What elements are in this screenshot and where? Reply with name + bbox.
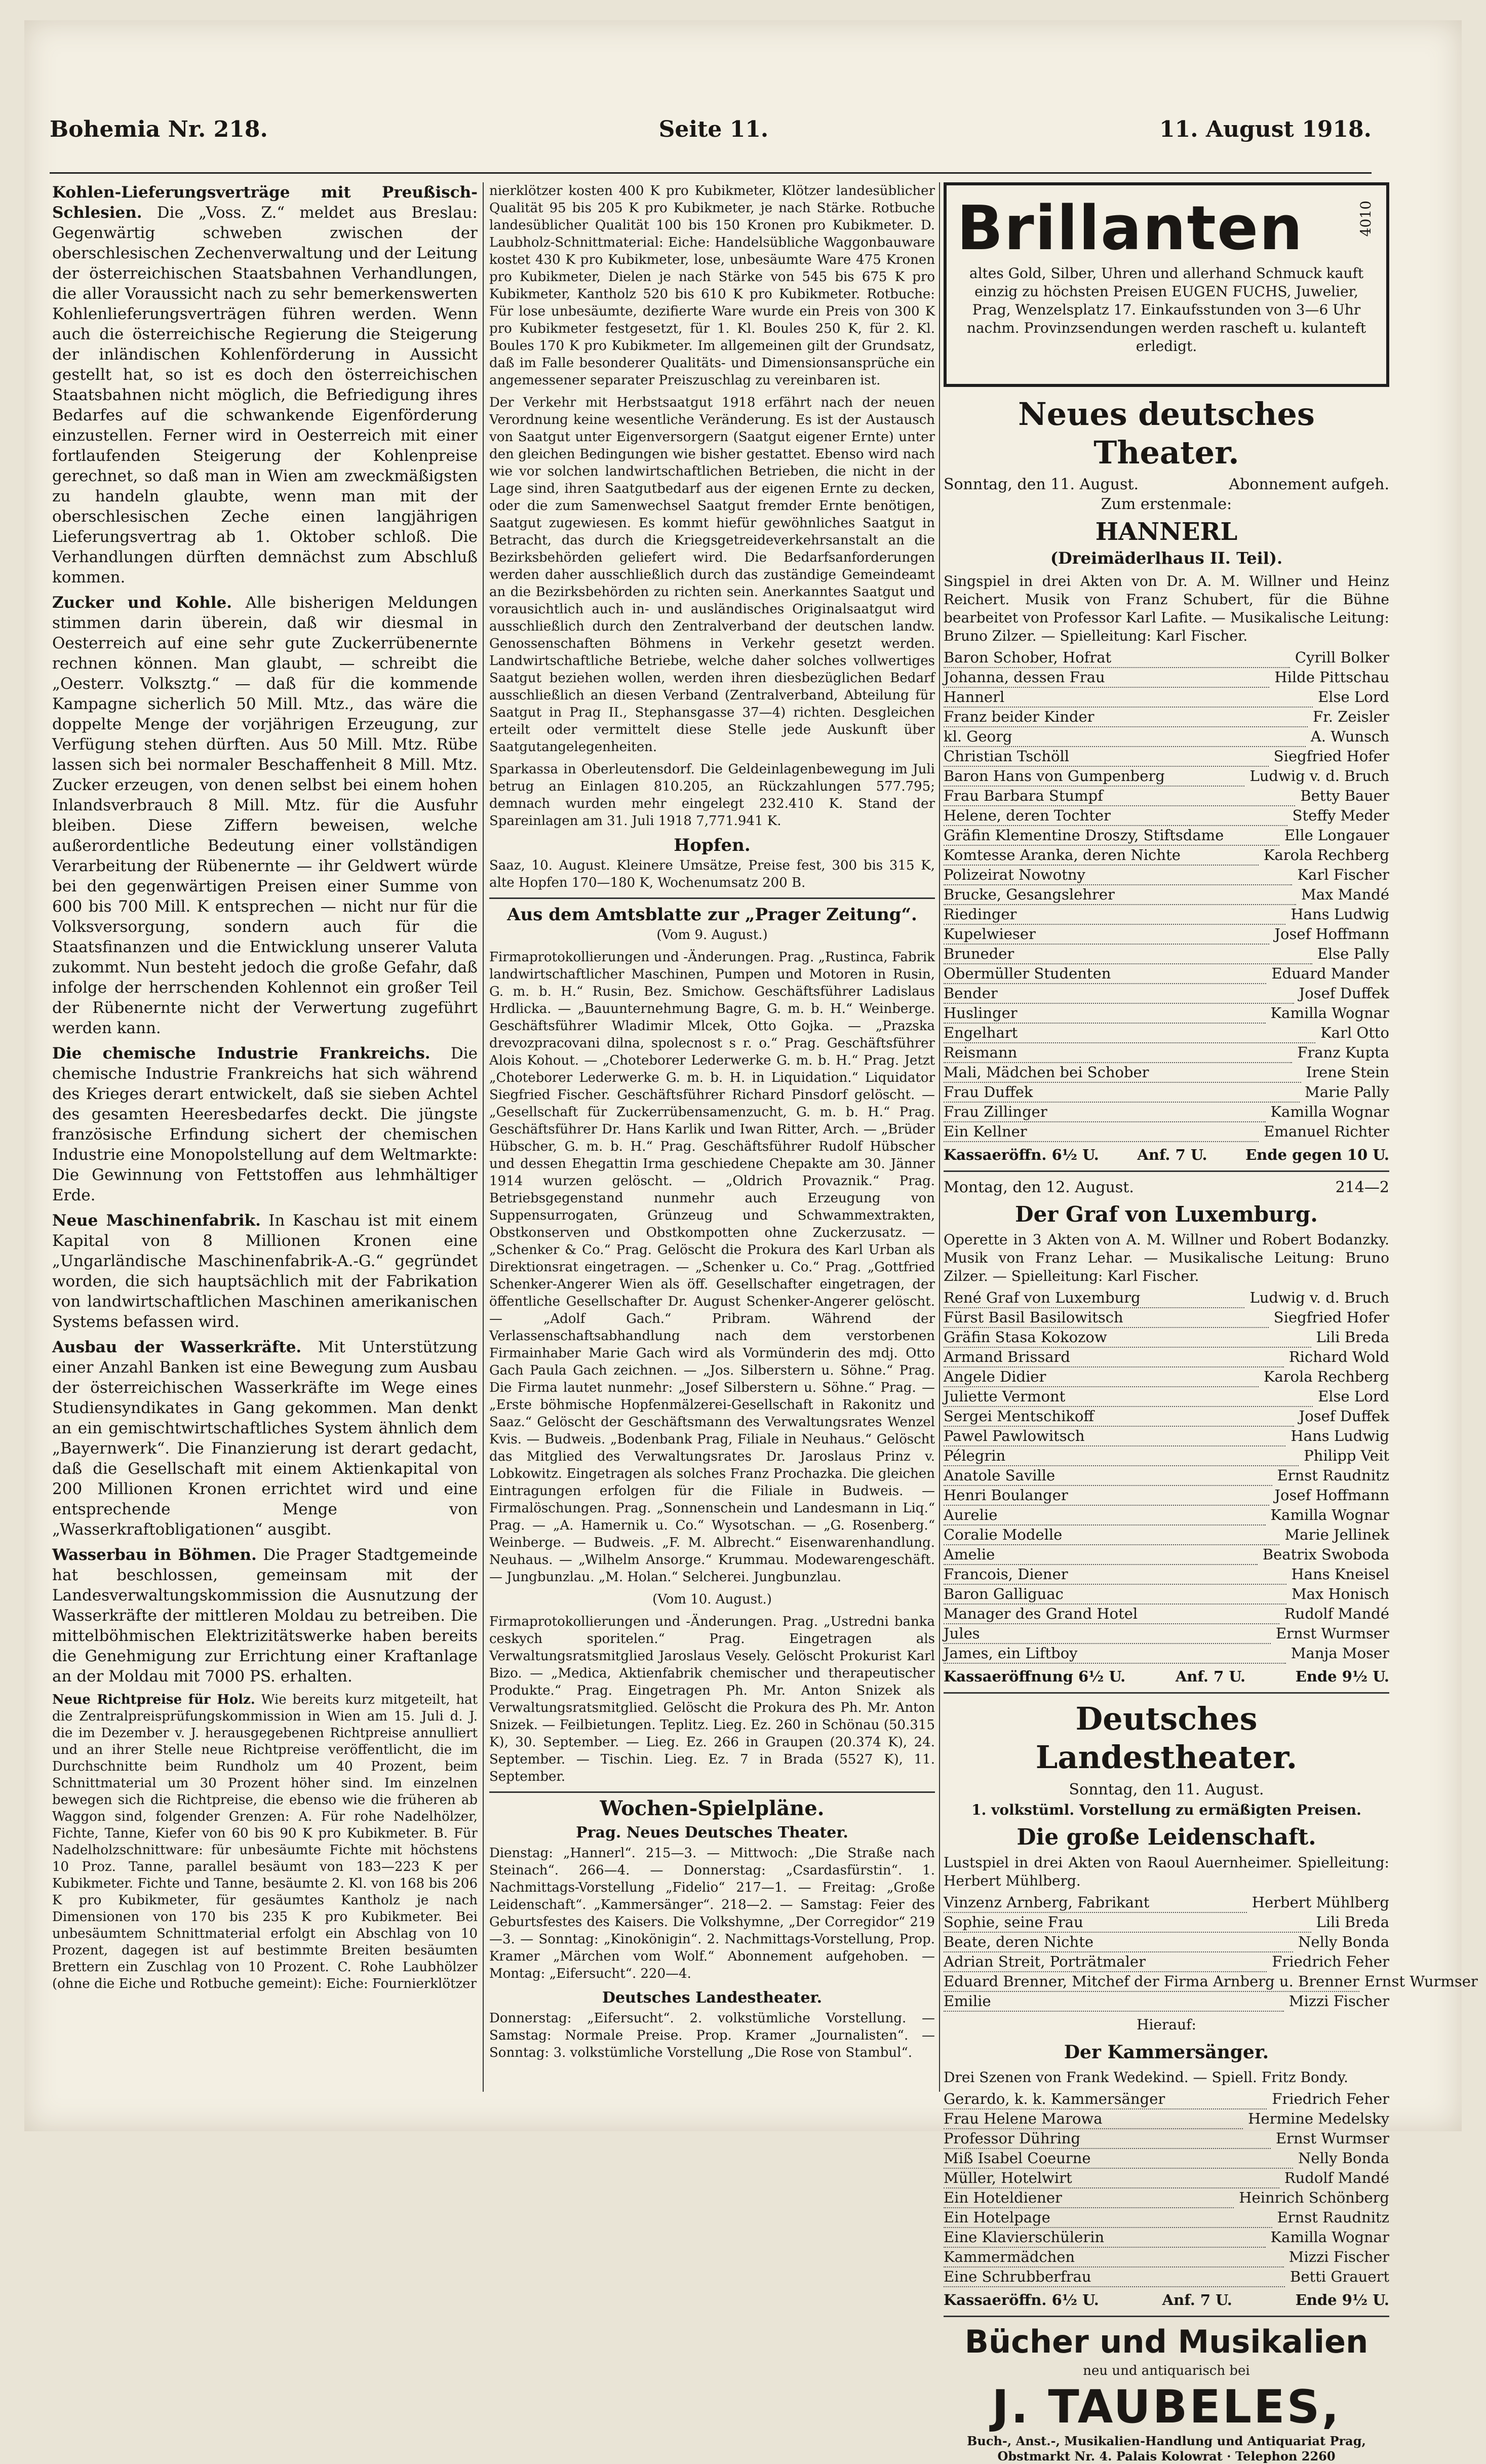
cast-actor: Else Lord (1318, 1388, 1389, 1405)
cast-row (944, 1063, 1389, 1083)
cast-list (944, 2090, 1389, 2287)
cast-list (944, 1893, 1478, 2012)
cast-actor: Josef Duffek (1299, 985, 1389, 1002)
article-text: Firmaprotokollierungen und -Änderungen. Prag. „Ustredni banka ceskych sporitelen.“ Prag. Eingetragen als Verwaltungsratsmitglied Jaroslaus Vesely. Gelöscht Prokurist Karl Bizo. — „Medica, Aktienfabrik chemischer und therapeutischer Produkte.“ Prag. Eingetragen Ph. Mr. Anton Snizek als Verwaltungsratsmitglied. Gelöscht die Prokura des Ph. Mr. Anton Snizek. — Feilbietungen. Teplitz. Lieg. Ez. 260 in Schönau (50.315 K), 30. September. — Lieg. Ez. 266 in Graupen (20.374 K), 24. September. — Tischin. Lieg. Ez. 7 in Brada (5527 K), 11. September. (489, 1614, 935, 1784)
article-text: Die Prager Stadtgemeinde hat beschlossen, gemeinsam mit der Landesverwaltungskommission die Ausnutzung der Wasserkräfte der mittleren Moldau zu betreiben. Die mittelböhmischen Elektrizitätswerke haben bereits die Genehmigung zur Errichtung einer Kraftanlage an der Moldau mit 7000 PS. erhalten. (52, 1546, 478, 1686)
cast-row (944, 2169, 1389, 2188)
cast-actor: Karl Otto (1320, 1024, 1389, 1041)
cast-actor: Karola Rechberg (1263, 846, 1389, 864)
cast-row (944, 688, 1389, 708)
cast-role: Pawel Pawlowitsch (944, 1427, 1285, 1446)
article-text: Mit Unterstützung einer Anzahl Banken ist eine Bewegung zum Ausbau der österreichischen Wasserkräfte im Wege eines Studiensyndikates in Gang gekommen. Man denkt an ein gemischtwirtschaftliches System ähnlich dem „Bayernwerk“. Die Finanzierung ist derart gedacht, daß die Gesellschaft mit einem Aktienkapital von 200 Millionen Kronen errichtet wird und eine entsprechende Menge von „Wasserkraftobligationen“ ausgibt. (52, 1338, 478, 1539)
cast-row (944, 1466, 1389, 1486)
cast-role: Polizeirat Nowotny (944, 866, 1292, 885)
cast-actor: Josef Hoffmann (1274, 925, 1389, 943)
start-time: Anf. 7 U. (1162, 2291, 1232, 2309)
cast-role: Engelhart (944, 1024, 1315, 1043)
section-rule (944, 1170, 1389, 1172)
cast-role: Bender (944, 984, 1294, 1004)
cast-actor: Kamilla Wognar (1270, 1506, 1389, 1523)
cast-role: James, ein Liftboy (944, 1644, 1286, 1664)
section-heading: Wochen-Spielpläne. (600, 1796, 825, 1820)
performance-note: 1. volkstüml. Vorstellung zu ermäßigten Preisen. (971, 1802, 1361, 1818)
cast-actor: Marie Pally (1305, 1083, 1389, 1101)
cast-role: Eine Schrubberfrau (944, 2267, 1285, 2287)
cast-role: Sophie, seine Frau (944, 1913, 1311, 1933)
performance-date: Sonntag, den 11. August. (944, 476, 1139, 493)
cast-role: Johanna, dessen Frau (944, 668, 1269, 688)
cast-row (944, 1605, 1389, 1624)
article-lead: Wasserbau in Böhmen. (52, 1546, 257, 1564)
cast-actor: Karola Rechberg (1263, 1368, 1389, 1385)
cast-row (944, 727, 1389, 747)
cast-actor: Hans Ludwig (1291, 1427, 1389, 1444)
cast-actor: Max Mandé (1301, 886, 1389, 903)
article (52, 182, 478, 588)
end-time: Ende 9½ U. (1295, 2291, 1389, 2309)
cast-role: Christian Tschöll (944, 747, 1269, 767)
cast-row (944, 866, 1389, 885)
cast-actor: Herbert Mühlberg (1252, 1894, 1389, 1911)
cast-actor: Irene Stein (1306, 1064, 1389, 1081)
cast-row (944, 1933, 1389, 1952)
cast-row (944, 1992, 1389, 2012)
newspaper-page (24, 20, 1478, 2463)
performance-date: Montag, den 12. August. (944, 1179, 1134, 1196)
cast-actor: Josef Hoffmann (1274, 1487, 1389, 1504)
advertisement-brillanten (944, 182, 1389, 387)
cast-row (944, 1024, 1389, 1043)
cast-row (944, 1545, 1389, 1565)
cast-role: Juliette Vermont (944, 1387, 1313, 1407)
cast-row (944, 1565, 1389, 1585)
cast-actor: Siegfried Hofer (1273, 748, 1389, 765)
cast-row (944, 1526, 1389, 1545)
cast-role: Ein Hoteldiener (944, 2188, 1234, 2208)
article-lead: Zucker und Kohle. (52, 594, 232, 612)
cast-role: Beate, deren Nichte (944, 1933, 1293, 1952)
cast-actor: Hans Ludwig (1291, 906, 1389, 923)
cast-role: Fürst Basil Basilowitsch (944, 1308, 1269, 1328)
theater-date-row (944, 475, 1389, 494)
cast-row (944, 1288, 1389, 1308)
article-text: Der Verkehr mit Herbstsaatgut 1918 erfährt nach der neuen Verordnung keine wesentliche Veränderung. Es ist der Austausch von Saatgut unter Eigenversorgern (Saatgut eigener Ernte) unter den gleichen Bedingungen wie bisher gestattet. Ebenso wird nach wie vor solchen landwirtschaftlichen Betrieben, die nicht in der Lage sind, ihren Saatgutbedarf aus der eigenen Ernte zu decken, oder die zum Samenwechsel Saatgut fremder Ernte benötigen, Saatgut zugewiesen. Es kommt hiefür gewöhnliches Saatgut in Betracht, das durch die Kriegsgetreideverkehrsanstalt an die Bezirksbehörden geliefert wird. Die Bedarfsanforderungen werden daher ausschließlich durch das zuständige Gemeindeamt an die Bezirksbehörden zu richten sein. Anerkanntes Saatgut und vorausichtlich auch in- und ausländisches Originalsaatgut wird ausschließlich durch den Zentralverband der deutschen landw. Genossenschaften Böhmens in Verkehr gesetzt werden. Landwirtschaftliche Betriebe, welche daher solches vollwertiges Saatgut beziehen wollen, werden ihren diesbezüglichen Bedarf ausschließlich an diesen Verband (Zentralverband, Abteilung für Saatgut in Prag II., Stephansgasse 37—4) richten. Desgleichen erteilt oder vermittelt diese Stelle jede Auskunft über Saatgutangelegenheiten. (489, 395, 935, 755)
cast-actor: Ludwig v. d. Bruch (1249, 1289, 1389, 1306)
cast-actor: Max Honisch (1291, 1585, 1389, 1602)
advertisement-taubeles (944, 2323, 1389, 2464)
cast-role: Gräfin Stasa Kokozow (944, 1328, 1311, 1348)
cast-actor: Ernst Wurmser (1275, 1625, 1389, 1642)
cast-actor: Siegfried Hofer (1273, 1309, 1389, 1326)
article-text: Sparkassa in Oberleutensdorf. Die Geldeinlagenbewegung im Juli betrug an Einlagen 810.205, an Rückzahlungen 577.795; demnach wurden mehr eingelegt 232.410 K. Stand der Spareinlagen am 31. Juli 1918 7,771.941 K. (489, 762, 935, 829)
column-notices (489, 182, 935, 2097)
cast-actor: Hans Kneisel (1291, 1566, 1389, 1583)
cast-actor: Lili Breda (1316, 1328, 1389, 1346)
start-time: Anf. 7 U. (1137, 1146, 1207, 1163)
article-lead: Die chemische Industrie Frankreichs. (52, 1044, 431, 1063)
cast-actor: Elle Longauer (1284, 827, 1389, 844)
box-office-time: Kassaeröffn. 6½ U. (944, 1146, 1099, 1163)
cast-actor: Lili Breda (1316, 1913, 1389, 1931)
cast-role: kl. Georg (944, 727, 1306, 747)
cast-role: Brucke, Gesangslehrer (944, 885, 1296, 905)
cast-role: Eine Klavierschülerin (944, 2228, 1266, 2248)
after-note: Hierauf: (1137, 2016, 1196, 2033)
ad-headline: Bücher und Musikalien (964, 2323, 1368, 2360)
section-subheading: Prag. Neues Deutsches Theater. (576, 1824, 848, 1842)
cast-row (944, 747, 1389, 767)
cast-actor: Ernst Raudnitz (1277, 1467, 1389, 1484)
cast-row (944, 1043, 1389, 1063)
cast-role: Miß Isabel Coeurne (944, 2149, 1293, 2169)
ad-number: 4010 (1357, 201, 1374, 237)
cast-role: Kammermädchen (944, 2248, 1284, 2267)
masthead (50, 106, 1372, 152)
cast-row (944, 1004, 1389, 1024)
cast-row (944, 708, 1389, 727)
performance-times (944, 2290, 1389, 2310)
end-time: Ende 9½ U. (1295, 1668, 1389, 1685)
play-description: Drei Szenen von Frank Wedekind. — Spiell. Fritz Bondy. (944, 2069, 1348, 2086)
article-lead: Ausbau der Wasserkräfte. (52, 1338, 302, 1356)
cast-row (944, 1407, 1389, 1427)
cast-row (944, 905, 1389, 925)
article-text: In Kaschau ist mit einem Kapital von 8 Millionen Kronen eine „Ungarländische Maschinenfabrik-A.-G.“ gegründet worden, die sich hauptsächlich mit der Fabrikation von landwirtschaftlichen Maschinen amerikanischen Systems befassen wird. (52, 1211, 478, 1331)
cast-row (944, 1893, 1389, 1913)
article-text: Wie bereits kurz mitgeteilt, hat die Zentralpreisprüfungskommission in Wien am 15. Juli d. J. die im Dezember v. J. herausgegebenen Richtpreise annulliert und an ihrer Stelle neue Richtpreise veröffentlicht, die im Durchschnitte beim Rundholz um 40 Prozent, beim Schnittmaterial um 30 Prozent höher sind. Im einzelnen bewegen sich die Richtpreise, die ebenso wie die früheren ab Waggon sind, folgender Grenzen: A. Für rohe Nadelhölzer, Fichte, Tanne, Kiefer von 60 bis 90 K pro Kubikmeter. B. Für Nadelholzschnittware: für unbesäumte Fichte mit höchstens 10 Proz. Tanne, parallel besäumt von 183—223 K per Kubikmeter. Fichte und Tanne, besäumte 2. Kl. von 168 bis 206 K pro Kubikmeter, für gesäumtes Kantholz je nach Dimensionen von 170 bis 235 K pro Kubikmeter. Bei unbesäumtem Schnittmaterial erfolgt ein Abschlag von 10 Prozent, dagegen ist auf bestimmte Breiten besäumten Brettern ein Zuschlag von 10 Prozent. C. Rohe Laubhölzer (ohne die Eiche und Rotbuche gemeint): Eiche: Fournierklötzer (52, 1692, 478, 1991)
article-text: Alle bisherigen Meldungen stimmen darin überein, daß wir diesmal in Oesterreich auf eine sehr gute Zuckerrübenernte rechnen können. Man glaubt, — schreibt die „Oesterr. Volksztg.“ — daß für die kommende Kampagne sicherlich 50 Mill. Mtz., das wäre die doppelte Menge der vorjährigen Erzeugung, zur Verfügung stehen dürften. Aus 50 Mill. Mtz. Rübe lassen sich bei normaler Beschaffenheit 8 Mill. Mtz. Zucker erzeugen, von denen selbst bei einem hohen Inlandsverbrauch 8 Mill. Mtz. für die Ausfuhr bleiben. Diese Ziffern beweisen, welche außerordentliche Bedeutung einer vollständigen Verarbeitung der Rübenernte — ihr Geldwert würde bei den gegenwärtigen Preisen einer Summe von 600 bis 700 Mill. K entsprechen — nicht nur für die Volksversorgung, sondern auch für die Staatsfinanzen und die Entwicklung unserer Valuta zukommt. Nun besteht jedoch die große Gefahr, daß infolge der herrschenden Kohlennot ein großer Teil der Rübenernte nicht der Verwertung zugeführt werden kann. (52, 594, 478, 1037)
cast-actor: Beatrix Swoboda (1262, 1546, 1389, 1563)
cast-role: Francois, Diener (944, 1565, 1286, 1585)
cast-row (944, 2228, 1389, 2248)
column-rule (483, 182, 484, 2092)
cast-actor: A. Wunsch (1310, 728, 1389, 745)
cast-actor: Kamilla Wognar (1270, 2228, 1389, 2246)
cast-role: Professor Dühring (944, 2129, 1271, 2149)
play-subtitle: (Dreimäderlhaus II. Teil). (1050, 549, 1283, 568)
masthead-rule (50, 172, 1372, 174)
cast-role: Baron Hans von Gumpenberg (944, 767, 1244, 787)
cast-actor: Ludwig v. d. Bruch (1249, 767, 1389, 785)
cast-actor: Rudolf Mandé (1284, 1605, 1389, 1622)
play-title: Der Kammersänger. (1064, 2042, 1269, 2063)
cast-actor: Betti Grauert (1290, 2268, 1389, 2285)
cast-role: Baron Schober, Hofrat (944, 648, 1290, 668)
cast-row (944, 846, 1389, 866)
article (52, 1043, 478, 1205)
premiere-note: Zum erstenmale: (1101, 495, 1232, 513)
cast-role: Anatole Saville (944, 1466, 1272, 1486)
cast-actor: Franz Kupta (1297, 1044, 1389, 1061)
section-heading: Hopfen. (674, 835, 751, 855)
article-text: Dienstag: „Hannerl“. 215—3. — Mittwoch: „Die Straße nach Steinach“. 266—4. — Donnerstag: „Csardasfürstin“. 1. Nachmittags-Vorstellung „Fidelio“ 217—1. — Freitag: „Große Leidenschaft“. „Kammersänger“. 218—2. — Samstag: Feier des Geburtsfestes des Kaisers. Die Volkshymne, „Der Corregidor“ 219—3. — Sonntag: „Kinokönigin“. 2. Nachmittags-Vorstellung, Prop. Kramer „Märchen vom Wolf.“ Abonnement aufgehoben. — Montag: „Eifersucht“. 220—4. (489, 1846, 935, 1981)
article (52, 1692, 478, 1992)
cast-actor: Ernst Wurmser (1275, 2130, 1389, 2147)
cast-row (944, 1427, 1389, 1446)
column-rule (939, 182, 940, 2092)
article (52, 593, 478, 1038)
theater-title: Deutsches Landestheater. (1035, 1700, 1298, 1776)
cast-actor: Heinrich Schönberg (1239, 2189, 1389, 2206)
article-text: Firmaprotokollierungen und -Änderungen. Prag. „Rustinca, Fabrik landwirtschaftlicher Maschinen, Pumpen und Motoren in Rusin, G. m. b. H.“ Rusin, Bez. Smichow. Geschäftsführer Ladislaus Hrdlicka. — „Bauunternehmung Bagre, G. m. b. H.“ Weinberge. Geschäftsführer Wladimir Mlcek, Otto Gojka. — „Prazska drevozpracovani dilna, spolecnost s r. o.“ Prag. Geschäftsführer Alois Kohout. — „Choteborer Lederwerke G. m. b. H.“ Prag. Jetzt „Choteborer Lederwerke G. m. b. H. in Liquidation.“ Liquidator Siegfried Fischer. Geschäftsführer Richard Pinsdorf gelöscht. — „Gesellschaft für Zuckerrübensamenzucht, G. m. b. H.“ Prag. Geschäftsführer Dr. Hans Karlik und Iwan Ritter, Arch. — „Brüder Hübscher, G. m. b. H.“ Prag. Geschäftsführer Rudolf Hübscher und dessen Ehegattin Irma geschiedene Chepakte am 30. Jänner 1914 wurzen gelöscht. — „Oldrich Provaznik.“ Prag. Betriebsgegenstand nunmehr auch Erzeugung von Suppensurrogaten, Grünzeug und Schwammextrakten, Obstkonserven und Obstkompotten ohne Zuckerzusatz. — „Schenker & Co.“ Prag. Gelöscht die Prokura des Karl Urban als Direktionsrat eingetragen. — „Schenker u. Co.“ Prag. „Gottfried Schenker-Angerer Wien als öff. Gesellschafter eingetragen, der öffentliche Gesellschafter Dr. August Schenker-Angerer gelöscht. — „Adolf Gach.“ Pribram. Während der Verlassenschaftsabhandlung nach dem verstorbenen Firmainhaber Marie Gach wird als Vormünderin des mdj. Otto Gach Paula Gach zeichnen. — „Jos. Silberstern u. Söhne.“ Prag. Die Firma lautet nunmehr: „Josef Silberstern u. Söhne.“ Prag. — „Erste böhmische Hopfenmälzerei-Gesellschaft in Rakonitz und Saaz.“ Gelöscht der Geschäftsmann des Verwaltungsrates Wenzel Kvis. — Budweis. „Bodenbank Prag, Filiale in Neuhaus.“ Gelöscht das Mitglied des Verwaltungsrates Dr. Jaroslaus Prinz v. Lobkowitz. Eingetragen als solches Franz Prochazka. Die gleichen Eintragungen erfolgen für die Filiale in Budweis. — Firmalöschungen. Prag. „Sonnenschein und Landesmann in Liq.“ Prag. — „A. Hamernik u. Co.“ Wysotschan. — „G. Rosenberg.“ Weinberge. — Budweis. „F. M. Albrecht.“ Eisenwarenhandlung. Neuhaus. — „Wilhelm Ansorge.“ Krummau. Modewarengeschäft. — Jungbunzlau. „M. Holan.“ Selcherei. Jungbunzlau. (489, 950, 935, 1585)
column-theater (944, 182, 1478, 2463)
cast-actor: Cyrill Bolker (1295, 649, 1389, 666)
cast-actor: Emanuel Richter (1264, 1123, 1389, 1140)
cast-row (944, 1486, 1389, 1506)
cast-list (944, 648, 1389, 1142)
section-subheading: (Vom 10. August.) (652, 1592, 772, 1607)
article-text: Donnerstag: „Eifersucht“. 2. volkstümliche Vorstellung. — Samstag: Normale Preise. Prop. Kramer „Journalisten“. — Sonntag: 3. volkstümliche Vorstellung „Die Rose von Stambul“. (489, 2011, 935, 2060)
article-lead: Kohlen-Lieferungsverträge mit Preußisch-Schlesien. (52, 183, 478, 222)
performance-number: 214—2 (1335, 1179, 1389, 1196)
cast-actor: Betty Bauer (1300, 787, 1389, 804)
cast-role: Amelie (944, 1545, 1258, 1565)
cast-role: Emilie (944, 1992, 1284, 2012)
cast-row (944, 787, 1389, 806)
cast-actor: Nelly Bonda (1298, 1933, 1389, 1950)
article-text: Saaz, 10. August. Kleinere Umsätze, Preise fest, 300 bis 315 K, alte Hopfen 170—180 K, Wochenumsatz 200 B. (489, 858, 935, 890)
cast-role: Eduard Brenner, Mitchef der Firma Arnberg u. Brenner (944, 1972, 1359, 1992)
cast-row (944, 1103, 1389, 1122)
article (52, 1210, 478, 1332)
cast-row (944, 945, 1389, 964)
cast-role: Frau Helene Marowa (944, 2109, 1243, 2129)
ad-address: Buch-, Anst.-, Musikalien-Handlung und Antiquariat Prag, Obstmarkt Nr. 4. Palais Kolowrat · Telephon 2260 (967, 2434, 1366, 2463)
cast-row (944, 885, 1389, 905)
cast-role: Mali, Mädchen bei Schober (944, 1063, 1301, 1083)
cast-row (944, 2090, 1389, 2109)
section-rule (944, 1692, 1389, 1694)
cast-actor: Mizzi Fischer (1288, 2248, 1389, 2265)
cast-row (944, 984, 1389, 1004)
cast-row (944, 1308, 1389, 1328)
cast-actor: Hilde Pittschau (1274, 669, 1389, 686)
cast-role: Sergei Mentschikoff (944, 1407, 1294, 1427)
cast-actor: Friedrich Feher (1272, 1953, 1389, 1970)
section-rule (489, 897, 935, 899)
cast-actor: Mizzi Fischer (1288, 1992, 1389, 2010)
performance-date: Sonntag, den 11. August. (1069, 1781, 1264, 1798)
play-title: HANNERL (1095, 518, 1238, 546)
performance-times (944, 1667, 1389, 1686)
cast-row (944, 767, 1389, 787)
cast-role: Reismann (944, 1043, 1292, 1063)
cast-role: Vinzenz Arnberg, Fabrikant (944, 1893, 1247, 1913)
cast-actor: Hermine Medelsky (1248, 2110, 1389, 2127)
cast-role: Gerardo, k. k. Kammersänger (944, 2090, 1267, 2109)
cast-role: Armand Brissard (944, 1348, 1284, 1367)
play-description: Singspiel in drei Akten von Dr. A. M. Willner und Heinz Reichert. Musik von Franz Schubert, für die Bühne bearbeitet von Professor Karl Lafite. — Musikalische Leitung: Bruno Zilzer. — Spielleitung: Karl Fischer. (944, 573, 1389, 644)
cast-row (944, 925, 1389, 945)
ad-text: altes Gold, Silber, Uhren und allerhand Schmuck kauft einzig zu höchsten Preisen EUGEN FUCHS, Juwelier, Prag, Wenzelsplatz 17. Einkaufsstunden von 3—6 Uhr nachm. Provinzsendungen werden rascheft u. kulanteft erledigt. (966, 265, 1366, 355)
cast-actor: Else Pally (1317, 945, 1389, 962)
cast-row (944, 1348, 1389, 1367)
cast-role: Frau Zillinger (944, 1103, 1266, 1122)
cast-row (944, 1446, 1389, 1466)
cast-row (944, 1387, 1389, 1407)
subscription-note: Abonnement aufgeh. (1229, 476, 1389, 493)
cast-role: Manager des Grand Hotel (944, 1605, 1279, 1624)
play-title: Der Graf von Luxemburg. (1015, 1202, 1318, 1227)
cast-row (944, 1585, 1389, 1605)
theater-title: Neues deutsches Theater. (1018, 396, 1315, 471)
cast-role: René Graf von Luxemburg (944, 1288, 1244, 1308)
cast-role: Jules (944, 1624, 1271, 1644)
cast-row (944, 2267, 1389, 2287)
ad-headline: Brillanten (957, 193, 1304, 264)
article-text: nierklötzer kosten 400 K pro Kubikmeter, Klötzer landesüblicher Qualität 95 bis 205 K pro Kubikmeter, je nach Stärke. Rotbuche landesüblicher Qualität 100 bis 150 Kronen pro Kubikmeter. D. Laubholz-Schnittmaterial: Eiche: Handelsübliche Waggonbauware kostet 430 K pro Kubikmeter, lose, unbesäumte Ware 475 Kronen pro Kubikmeter, Dielen je nach Stärke von 545 bis 675 K pro Kubikmeter, Kantholz 520 bis 610 K pro Kubikmeter. Rotbuche: Für lose unbesäumte, dezifierte Ware wurde ein Preis von 300 K pro Kubikmeter festgesetzt, für 1. Kl. Boules 250 K, für 2. Kl. Boules 170 K pro Kubikmeter. Im allgemeinen gilt der Grundsatz, daß im Falle besonderer Qualitäts- und Dimensionsansprüche ein angemessener separater Preiszuschlag zu vereinbaren ist. (489, 183, 935, 388)
ad-company: J. TAUBELES, (992, 2380, 1341, 2434)
box-office-time: Kassaeröffn. 6½ U. (944, 2291, 1099, 2309)
column-economy (52, 182, 478, 2097)
cast-role: Müller, Hotelwirt (944, 2169, 1279, 2188)
cast-role: Aurelie (944, 1506, 1266, 1526)
end-time: Ende gegen 10 U. (1245, 1146, 1389, 1163)
cast-row (944, 1972, 1478, 1992)
cast-row (944, 668, 1389, 688)
cast-actor: Marie Jellinek (1284, 1526, 1389, 1543)
cast-row (944, 1122, 1389, 1142)
article-text: Die „Voss. Z.“ meldet aus Breslau: Gegenwärtig schweben zwischen der oberschlesischen Zechenverwaltung und der Leitung der österreichischen Staatsbahnen Verhandlungen, die aller Voraussicht nach zu sehr bemerkenswerten Kohlenlieferungsverträgen führen werden. Wenn auch die österreichische Regierung die Steigerung der inländischen Kohlenförderung in Aussicht gestellt hat, so ist es doch den österreichischen Staatsbahnen nicht möglich, die Befriedigung ihres Bedarfes auf die schwankende Eigenförderung einzustellen. Ferner wird in Oesterreich mit einer fortlaufenden Steigerung der Kohlenpreise gerechnet, so daß man in Wien am zweckmäßigsten zu handeln glaubte, wenn man mit der oberschlesischen Zeche einen langjährigen Lieferungsvertrag ab 1. Oktober schloß. Die Verhandlungen dürften demnächst zum Abschluß kommen. (52, 204, 478, 586)
cast-actor: Ernst Raudnitz (1277, 2209, 1389, 2226)
cast-role: Huslinger (944, 1004, 1266, 1024)
cast-role: Franz beider Kinder (944, 708, 1308, 727)
masthead-issue: Bohemia Nr. 218. (50, 116, 268, 142)
cast-row (944, 2208, 1389, 2228)
cast-row (944, 648, 1389, 668)
cast-role: Obermüller Studenten (944, 964, 1266, 984)
play-description: Lustspiel in drei Akten von Raoul Auernheimer. Spielleitung: Herbert Mühlberg. (944, 1854, 1389, 1889)
cast-row (944, 1644, 1389, 1664)
cast-list (944, 1288, 1389, 1664)
section-subheading: (Vom 9. August.) (656, 927, 768, 943)
cast-role: Angele Didier (944, 1367, 1259, 1387)
article-text: Die chemische Industrie Frankreichs hat sich während des Krieges derart entwickelt, daß sie sieben Achtel des gesamten Heeresbedarfes deckt. Die jüngste französische Erfindung sichert der chemischen Industrie eine Monopolstellung auf dem Weltmarkte: Die Gewinnung von Fettstoffen aus lehmhältiger Erde. (52, 1044, 478, 1204)
cast-actor: Manja Moser (1291, 1645, 1389, 1662)
cast-actor: Josef Duffek (1299, 1407, 1389, 1425)
section-rule (489, 1791, 935, 1793)
cast-actor: Nelly Bonda (1298, 2149, 1389, 2167)
cast-row (944, 1624, 1389, 1644)
cast-actor: Ernst Wurmser (1364, 1973, 1478, 1990)
cast-role: Pélegrin (944, 1446, 1299, 1466)
cast-role: Kupelwieser (944, 925, 1269, 945)
theater-date-row (944, 1178, 1389, 1197)
cast-row (944, 2109, 1389, 2129)
start-time: Anf. 7 U. (1175, 1668, 1246, 1685)
cast-row (944, 1913, 1389, 1933)
cast-row (944, 826, 1389, 846)
cast-role: Bruneder (944, 945, 1312, 964)
cast-actor: Kamilla Wognar (1270, 1103, 1389, 1120)
article (52, 1337, 478, 1540)
box-office-time: Kassaeröffnung 6½ U. (944, 1668, 1126, 1685)
article (52, 1545, 478, 1687)
cast-role: Ein Kellner (944, 1122, 1259, 1142)
section-heading: Aus dem Amtsblatte zur „Prager Zeitung“. (507, 905, 917, 925)
cast-role: Helene, deren Tochter (944, 806, 1287, 826)
cast-role: Adrian Streit, Porträtmaler (944, 1952, 1267, 1972)
cast-row (944, 964, 1389, 984)
cast-actor: Eduard Mander (1271, 965, 1389, 982)
section-subheading: Deutsches Landestheater. (602, 1989, 823, 2007)
cast-actor: Philipp Veit (1304, 1447, 1389, 1464)
cast-role: Ein Hotelpage (944, 2208, 1272, 2228)
masthead-date: 11. August 1918. (1159, 116, 1372, 142)
cast-row (944, 2248, 1389, 2267)
cast-actor: Else Lord (1318, 688, 1389, 706)
cast-row (944, 2149, 1389, 2169)
cast-actor: Richard Wold (1288, 1348, 1389, 1365)
cast-row (944, 1952, 1389, 1972)
cast-role: Gräfin Klementine Droszy, Stiftsdame (944, 826, 1279, 846)
section-rule (944, 2316, 1389, 2317)
cast-role: Riedinger (944, 905, 1285, 925)
cast-role: Coralie Modelle (944, 1526, 1279, 1545)
cast-row (944, 2129, 1389, 2149)
masthead-page: Seite 11. (658, 116, 769, 142)
cast-role: Komtesse Aranka, deren Nichte (944, 846, 1259, 866)
cast-row (944, 1083, 1389, 1103)
cast-actor: Rudolf Mandé (1284, 2169, 1389, 2186)
cast-actor: Friedrich Feher (1272, 2090, 1389, 2107)
cast-actor: Karl Fischer (1297, 866, 1389, 883)
cast-row (944, 1367, 1389, 1387)
article-lead: Neue Richtpreise für Holz. (52, 1692, 255, 1707)
play-title: Die große Leidenschaft. (1016, 1824, 1316, 1850)
play-description: Operette in 3 Akten von A. M. Willner und Robert Bodanzky. Musik von Franz Lehar. — Musikalische Leitung: Bruno Zilzer. — Spielleitung: Karl Fischer. (944, 1231, 1389, 1284)
cast-role: Baron Galliguac (944, 1585, 1286, 1605)
performance-times (944, 1145, 1389, 1164)
cast-actor: Steffy Meder (1292, 807, 1389, 824)
article-lead: Neue Maschinenfabrik. (52, 1211, 261, 1230)
cast-row (944, 1328, 1389, 1348)
cast-actor: Kamilla Wognar (1270, 1004, 1389, 1022)
cast-row (944, 2188, 1389, 2208)
cast-row (944, 806, 1389, 826)
cast-role: Frau Duffek (944, 1083, 1300, 1103)
cast-role: Frau Barbara Stumpf (944, 787, 1295, 806)
cast-row (944, 1506, 1389, 1526)
cast-role: Hannerl (944, 688, 1313, 708)
cast-actor: Fr. Zeisler (1312, 708, 1389, 725)
ad-subline: neu und antiquarisch bei (1083, 2363, 1250, 2378)
cast-role: Henri Boulanger (944, 1486, 1269, 1506)
